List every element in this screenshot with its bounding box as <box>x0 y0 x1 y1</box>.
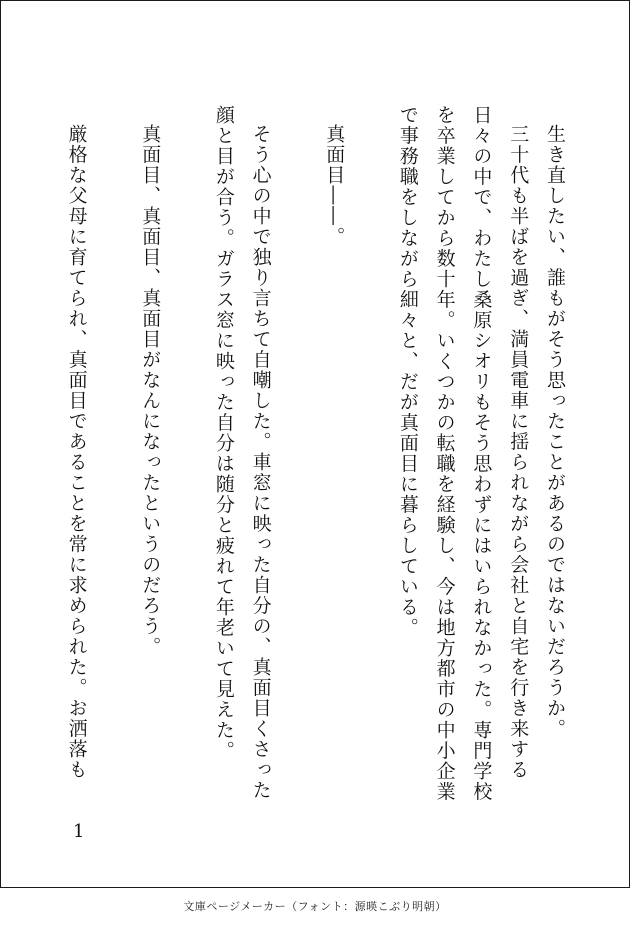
paragraph-5: 真面目、真面目、真面目がなんになったというのだろう。 <box>139 124 162 657</box>
paragraph-1: 生き直したい、誰もがそう思ったことがあるのではないだろうか。 <box>544 124 566 739</box>
footer-credit: 文庫ページメーカー（フォント：源暎こぶり明朝） <box>183 900 447 913</box>
paragraph-2: 三十代も半ばを過ぎ、満員電車に揺られながら会社と自宅を行き来する日々の中で、わたし桑原シオリもそう思わずにはいられなかった。専門学校を卒業してから数十年。いくつかの転職を経験し、今は地方都市の中小企業で事務職をしながら細々と、だが真面目に暮らしている。 <box>396 105 530 802</box>
paragraph-3: 真面目――。 <box>323 124 346 247</box>
page-number: 1 <box>73 821 85 842</box>
paragraph-4: そう心の中で独り言ちて自嘲した。車窓に映った自分の、真面目くさった顔と目が合う。ガラス窓に映った自分は随分と疲れて年老いて見えた。 <box>212 105 272 801</box>
paragraph-6: 厳格な父母に育てられ、真面目であることを常に求められた。お洒落も <box>65 124 88 780</box>
vertical-body-text <box>58 105 573 805</box>
